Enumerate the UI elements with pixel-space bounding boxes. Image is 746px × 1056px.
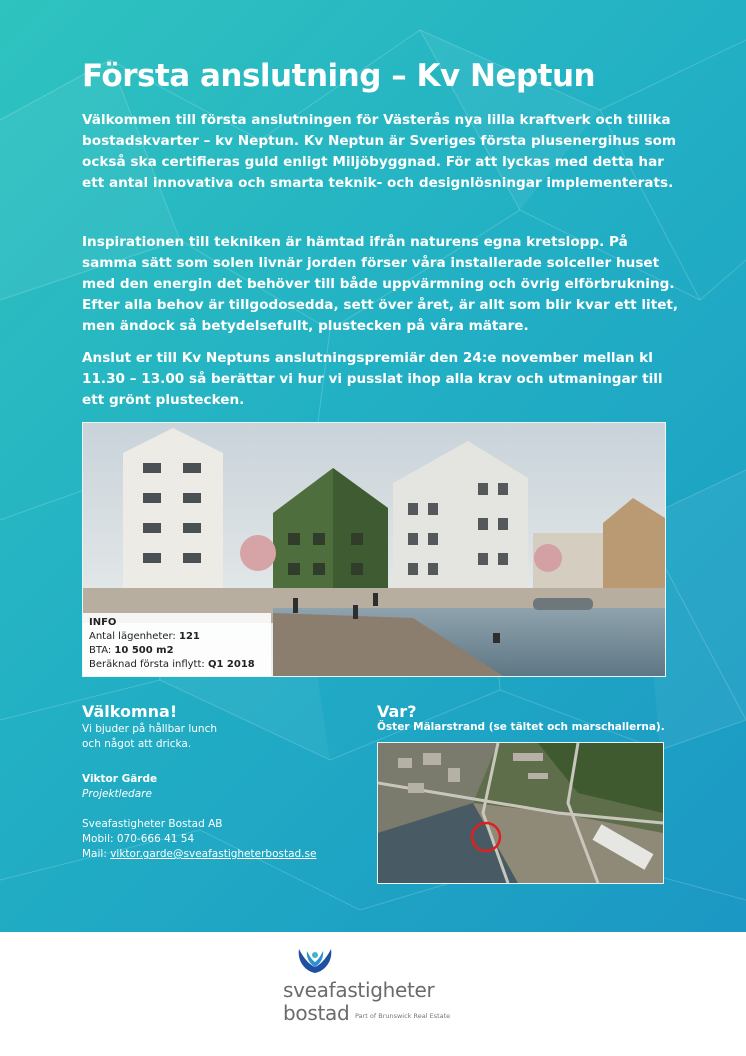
info-movein-label: Beräknad första inflytt: [89,659,205,670]
aerial-map-image [378,743,663,883]
company-logo [283,945,483,1035]
logo-tagline: Part of Brunswick Real Estate [355,1012,451,1020]
info-apartments-value: 121 [178,631,200,642]
contact-mobile-label: Mobil: [82,833,114,845]
contact-company: Sveafastigheter Bostad AB [82,818,223,830]
intro-paragraph: Välkommen till första anslutningen för Västerås nya lilla kraftverk och tillika bostadskvarter – kv Neptun. Kv Neptun är Sveriges första plusenergihus som också ska certifieras guld enligt Miljöbyggnad. För att lyckas med detta har ett antal innovativa och smarta teknik- och designlösningar implementerats. [82,112,677,191]
contact-role [82,787,152,802]
info-bta-label: BTA: [89,645,112,656]
contact-mail-label: Mail: [82,848,107,860]
welcome-line-1: Vi bjuder på hållbar lunch [82,723,217,735]
contact-mail-link[interactable]: viktor.garde@sveafastigheterbostad.se [110,848,317,860]
info-heading: INFO [89,617,117,628]
logo-word-2: bostad [283,1001,350,1025]
logo-emblem-icon [295,945,335,977]
contact-name [82,772,157,787]
inspiration-paragraph: Inspirationen till tekniken är hämtad ifrån naturens egna kretslopp. På samma sätt som solen livnär jorden förser våra installerade solceller huset med den energin det behöver till både uppvärmning och övrig elförbrukning. Efter alla behov är tillgodosedda, sett över året, är allt som blir kvar ett litet, men ändock så betydelsefullt, plustecken på våra mätare. [82,234,679,334]
info-apartments-label: Antal lägenheter: [89,631,176,642]
contact-mobile-value: 070-666 41 54 [116,833,195,845]
page-title: Första anslutning – Kv Neptun [82,58,596,94]
info-bta-value: 10 500 m2 [114,645,174,656]
info-bta [89,644,265,658]
welcome-heading: Välkomna! [82,702,178,721]
invitation-paragraph: Anslut er till Kv Neptuns anslutningspremiär den 24:e november mellan kl 11.30 – 13.00 så berättar vi hur vi pusslat ihop alla krav och utmaningar till ett grönt plustecken. [82,350,663,408]
info-apartments [89,630,265,644]
contact-name-text: Viktor Gärde [82,773,158,785]
logo-word-1: sveafastigheter [283,978,435,1002]
where-heading: Var? [377,702,417,721]
welcome-line-2: och något att dricka. [82,738,192,750]
contact-mail [82,847,316,862]
info-movein-value: Q1 2018 [207,659,255,670]
info-box [83,613,271,676]
location-map [377,742,664,884]
info-movein [89,658,265,672]
building-rendering [82,422,666,677]
contact-mobile [82,832,194,847]
where-text: Öster Mälarstrand (se tältet och marschallerna). [377,721,665,733]
contact-role-text: Projektledare [82,788,152,800]
